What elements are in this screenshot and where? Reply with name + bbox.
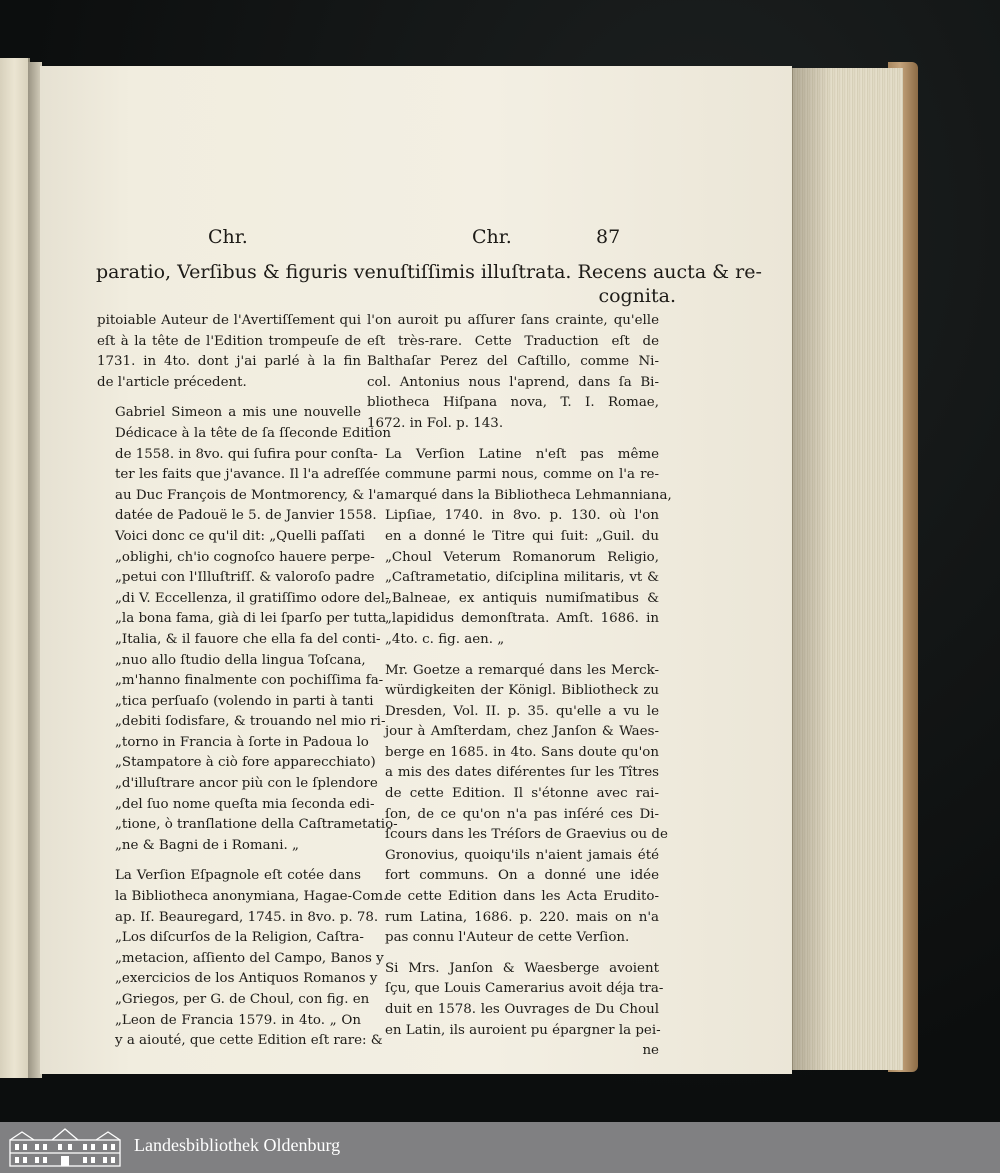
book-page: [40, 66, 792, 1074]
right-column-paragraph: [367, 959, 664, 1041]
text-line: 1672. in Fol. p. 143.: [367, 415, 504, 431]
text-line: ſon, de ce qu'on n'a pas inſéré ces Di-: [385, 806, 659, 822]
text-line: de 1558. in 8vo. qui ſufira pour conſta-: [115, 446, 378, 462]
text-line: de cette Edition dans les Acta Erudito-: [385, 889, 659, 905]
text-line: duit en 1578. les Ouvrages de Du Choul: [385, 1002, 659, 1017]
text-line: ſçu, que Louis Camerarius avoit déja tra-: [385, 981, 664, 997]
text-line: rum Latina, 1686. p. 220. mais on n'a: [385, 909, 659, 925]
text-line: Si Mrs. Janſon & Waesberge avoient: [385, 960, 659, 976]
text-line: commune parmi nous, comme on l'a re-: [385, 467, 659, 483]
running-header: [40, 226, 792, 252]
text-line: ter les faits que j'avance. Il l'a adreſſée: [115, 467, 381, 483]
text-line: Gronovius, quoiqu'ils n'aient jamais été: [385, 847, 659, 863]
title-line-2: cognita.: [598, 285, 676, 307]
text-line: „Choul Veterum Romanorum Religio,: [385, 549, 659, 565]
text-line: Voici donc ce qu'il dit: „Quelli paſſati: [115, 528, 365, 544]
right-column-paragraph: [367, 311, 659, 435]
header-center: Chr.: [472, 226, 512, 248]
text-line: a mis des dates diférentes ſur les Tîtres: [385, 765, 659, 781]
text-line: „Italia, & il fauore che ella fa del conti-: [115, 631, 381, 647]
text-line: eſt à la tête de l'Edition trompeuſe de: [97, 333, 361, 349]
text-line: „4to. c. fig. aen. „: [385, 631, 505, 647]
text-line: „Stampatore à ciò fore apparecchiato): [115, 755, 376, 771]
text-line: en Latin, ils auroient pu épargner la pei-: [385, 1022, 661, 1038]
text-line: de l'article précedent.: [97, 374, 247, 390]
text-line: „Los diſcurſos de la Religion, Caſtra-: [115, 930, 364, 946]
text-line: y a aiouté, que cette Edition eſt rare: &: [115, 1033, 383, 1049]
text-line: col. Antonius nous l'aprend, dans ſa Bi-: [367, 374, 659, 390]
text-line: „d'illuſtrare ancor più con le ſplendore: [115, 776, 378, 792]
text-line: „debiti ſodisfare, & trouando nel mio ri-: [115, 714, 386, 730]
catchword: ne: [642, 1043, 659, 1059]
right-column: [367, 311, 672, 1062]
text-line: „del ſuo nome queſta mia ſeconda edi-: [115, 796, 375, 812]
title-line: [96, 260, 762, 308]
text-line: eſt très-rare. Cette Traduction eſt de: [367, 333, 659, 349]
text-line: „nuo allo ſtudio della lingua Toſcana,: [115, 652, 366, 668]
text-line: 1731. in 4to. dont j'ai parlé à la fin: [97, 354, 361, 370]
left-column-paragraph: [97, 311, 361, 393]
footer-institution-name: Landesbibliothek Oldenburg: [134, 1135, 341, 1155]
text-line: „torno in Francia à ſorte in Padoua lo: [115, 734, 369, 750]
text-line: „exercicios de los Antiquos Romanos y: [115, 971, 378, 987]
text-line: jour à Amſterdam, chez Janſon & Waes-: [385, 724, 659, 740]
text-line: bliotheca Hiſpana nova, T. I. Romae,: [367, 395, 659, 411]
right-column-paragraph: [367, 445, 672, 651]
text-line: Dresden, Vol. II. p. 35. qu'elle a vu le: [385, 703, 659, 719]
text-line: „metacion, aſſiento del Campo, Banos y: [115, 950, 384, 966]
text-line: „lapididus demonſtrata. Amſt. 1686. in: [385, 611, 659, 627]
text-line: pas connu l'Auteur de cette Verſion.: [385, 930, 630, 946]
text-line: „Griegos, per G. de Choul, con fig. en: [115, 992, 370, 1007]
header-left: Chr.: [208, 226, 248, 248]
right-column-paragraph: [367, 661, 668, 949]
text-line: „tica perſuaſo (volendo in parti à tanti: [115, 693, 374, 709]
text-line: „di V. Eccellenza, il gratiſſimo odore del-: [115, 590, 390, 606]
text-line: Balthaſar Perez del Caſtillo, comme Ni-: [367, 354, 659, 370]
text-line: „oblighi, ch'io cognoſco hauere perpe-: [115, 549, 375, 565]
text-line: fort communs. On a donné une idée: [385, 868, 659, 884]
text-line: „tione, ò tranſlatione della Caſtrametatio-: [115, 817, 398, 833]
footer-bar: [0, 1122, 1000, 1173]
title-line-1: paratio, Verſibus & figuris venuſtiſſimis illuſtrata. Recens aucta & re-: [96, 261, 762, 283]
text-line: ſcours dans les Tréſors de Graevius ou de: [385, 827, 668, 843]
text-line: Gabriel Simeon a mis une nouvelle: [115, 405, 361, 421]
text-line: au Duc François de Montmorency, & l'a: [115, 487, 385, 503]
text-line: la Bibliotheca anonymiana, Hagae-Com.: [115, 889, 388, 905]
text-line: l'on auroit pu aſſurer ſans crainte, qu'elle: [367, 313, 659, 328]
text-line: würdigkeiten der Königl. Bibliotheck zu: [385, 683, 659, 699]
text-line: marqué dans la Bibliotheca Lehmanniana,: [385, 487, 672, 503]
text-line: „Caſtrametatio, diſciplina militaris, vt &: [385, 570, 659, 586]
text-line: „ne & Bagni de i Romani. „: [115, 837, 299, 853]
text-line: de cette Edition. Il s'étonne avec rai-: [385, 786, 659, 802]
page-number: 87: [596, 226, 621, 248]
text-line: Mr. Goetze a remarqué dans les Merck-: [385, 662, 659, 678]
text-line: en a donné le Titre qui ſuit: „Guil. du: [385, 528, 659, 544]
text-line: „petui con l'Illuſtriſſ. & valoroſo padre: [115, 570, 375, 586]
text-line: berge en 1685. in 4to. Sans doute qu'on: [385, 744, 659, 760]
text-line: Dédicace à la tête de ſa ſſeconde Edition: [115, 425, 392, 441]
text-line: pitoiable Auteur de l'Avertiſſement qui: [97, 313, 361, 328]
text-line: „Balneae, ex antiquis numiſmatibus &: [385, 590, 659, 606]
text-line: La Verſion Eſpagnole eſt cotée dans: [115, 868, 361, 884]
text-line: Lipſiae, 1740. in 8vo. p. 130. où l'on: [385, 508, 659, 524]
page-edge-shadow: [792, 68, 832, 1070]
text-line: La Verſion Latine n'eſt pas même: [385, 446, 659, 462]
left-column: [97, 311, 398, 1062]
text-line: datée de Padouë le 5. de Janvier 1558.: [115, 508, 377, 524]
text-line: ap. Iſ. Beauregard, 1745. in 8vo. p. 78.: [115, 909, 379, 925]
text-line: „m'hanno finalmente con pochiſſima fa-: [115, 673, 384, 689]
text-line: „la bona fama, già di lei ſparſo per tutta: [115, 611, 387, 627]
left-column-paragraph: [97, 403, 398, 856]
facing-page-edge: [0, 58, 30, 1078]
left-column-paragraph: [97, 866, 388, 1051]
text-line: „Leon de Francia 1579. in 4to. „ On: [115, 1012, 361, 1028]
library-building-icon: [6, 1126, 124, 1169]
